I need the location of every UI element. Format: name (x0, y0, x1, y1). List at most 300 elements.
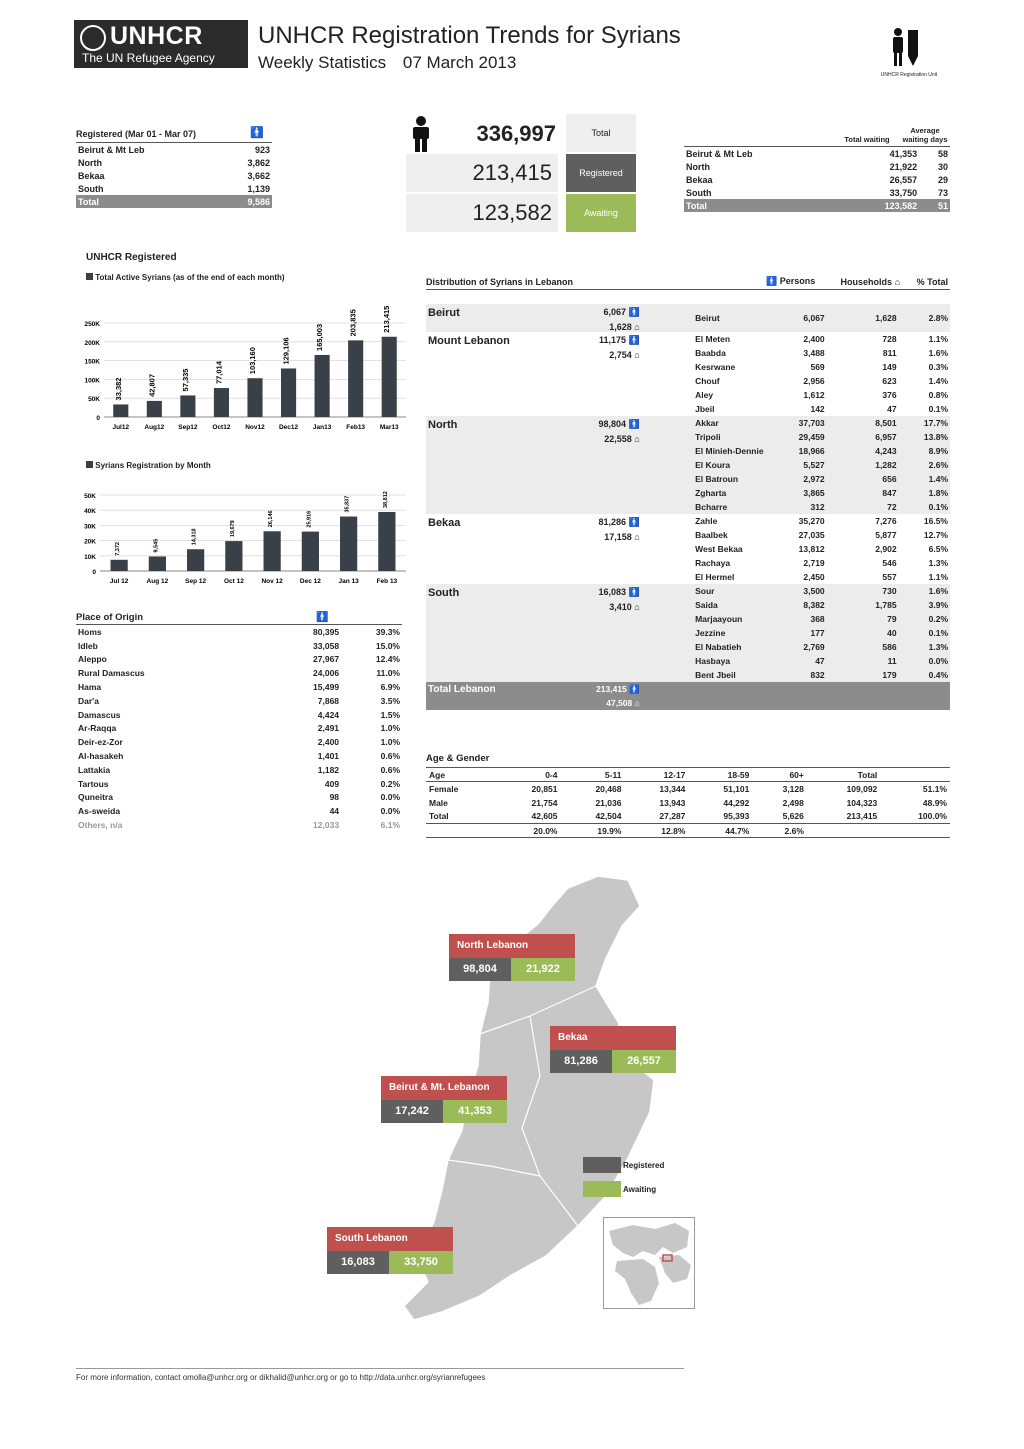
governorate-name: South (428, 587, 460, 599)
page-subtitle (258, 53, 516, 73)
origin-row (76, 625, 402, 639)
age-gender-cell: 13,943 (659, 797, 686, 808)
district-persons: 1,612 (803, 390, 825, 400)
x-tick-label: Feb 13 (376, 578, 398, 585)
x-tick-label: Jan13 (312, 424, 332, 431)
bar (113, 404, 128, 417)
distribution-row (426, 514, 950, 528)
age-gender-panel (426, 753, 950, 838)
origin-row (76, 639, 402, 653)
district-pct: 1.3% (928, 642, 948, 652)
registered-week-row (76, 169, 272, 182)
distribution-total-row (426, 682, 950, 696)
district-name: El Meten (695, 334, 731, 344)
map-label-south (327, 1227, 453, 1274)
y-tick-label: 30K (84, 523, 96, 531)
district-households: 546 (882, 558, 897, 568)
district-name: El Koura (695, 460, 731, 470)
district-name: Zahle (695, 516, 718, 526)
spacer (426, 696, 570, 710)
district-households: 72 (887, 502, 897, 512)
x-tick-label: Nov12 (245, 424, 265, 431)
bar (149, 556, 166, 571)
spacer (642, 682, 950, 696)
origin-value: 27,967 (313, 654, 340, 665)
origin-title: Place of Origin (76, 612, 144, 623)
row-label: South (78, 183, 104, 194)
district-households: 376 (882, 390, 897, 400)
registered-week-title: Registered (Mar 01 - Mar 07) (76, 129, 197, 139)
distribution-row (426, 332, 950, 346)
total-label: Total (684, 199, 839, 212)
page-title: UNHCR Registration Trends for Syrians (258, 22, 681, 49)
origin-label: Others, n/a (78, 820, 123, 831)
waiting-col-days: Average waiting days (902, 126, 948, 144)
district-name: Saida (695, 600, 718, 610)
bar-value-label: 38,812 (382, 491, 389, 509)
district-pct: 1.6% (928, 348, 948, 358)
x-tick-label: Sep12 (178, 424, 198, 431)
district-persons: 5,527 (803, 460, 825, 470)
spacer (642, 332, 693, 416)
age-gender-row (426, 810, 950, 824)
origin-label: Quneitra (78, 792, 113, 803)
col-persons: 🚹 Persons (766, 276, 816, 286)
district-persons: 29,459 (798, 432, 825, 442)
distribution-table (426, 304, 950, 710)
distribution-row (426, 416, 950, 430)
district-persons: 6,067 (803, 313, 825, 323)
registration-unit-label: UNHCR Registration Unit (880, 72, 938, 78)
district-persons: 832 (810, 670, 825, 680)
monthly-registration-chart (76, 475, 410, 593)
kpi-total-value: 336,997 (476, 121, 556, 146)
x-tick-label: Feb13 (346, 424, 366, 431)
bar (302, 532, 319, 571)
origin-label: As-sweida (78, 806, 121, 817)
row-label: North (78, 157, 102, 168)
district-households: 730 (882, 586, 897, 596)
y-tick-label: 50K (88, 396, 100, 404)
waiting-row (684, 186, 950, 199)
district-name: El Nabatieh (695, 642, 742, 652)
origin-row (76, 749, 402, 763)
bar (378, 512, 395, 571)
chart2-legend-text: Syrians Registration by Month (95, 461, 211, 470)
origin-row (76, 653, 402, 667)
district-persons: 13,812 (798, 544, 825, 554)
row-days: 30 (937, 161, 948, 172)
governorate-persons (572, 587, 640, 598)
bar (247, 378, 262, 417)
district-name: Rachaya (695, 558, 731, 568)
age-gender-title: Age & Gender (426, 753, 490, 764)
origin-label: Deir-ez-Zor (78, 737, 123, 748)
house-icon: ⌂ (631, 350, 640, 360)
origin-value: 33,058 (313, 640, 340, 651)
spacer (642, 696, 950, 710)
district-persons: 35,270 (798, 516, 825, 526)
district-name: El Minieh-Dennie (695, 446, 764, 456)
row-label: North (686, 161, 710, 172)
district-name: Baalbek (695, 530, 728, 540)
origin-row (76, 666, 402, 680)
origin-value: 44 (329, 806, 340, 817)
inset-region-map (603, 1217, 695, 1309)
bar-value-label: 203,835 (348, 309, 358, 337)
origin-value: 1,401 (317, 751, 340, 762)
origin-pct: 0.0% (380, 806, 400, 817)
origin-row (76, 777, 402, 791)
y-tick-label: 0 (92, 569, 96, 576)
governorate-totals (570, 416, 642, 514)
age-gender-cell: 20,851 (531, 783, 558, 794)
row-total: 21,922 (889, 161, 918, 172)
district-pct: 1.1% (928, 334, 948, 344)
district-pct: 0.1% (928, 404, 948, 414)
distribution-title: Distribution of Syrians in Lebanon (426, 277, 574, 287)
active-syrians-chart (76, 283, 410, 439)
bar-value-label: 25,916 (306, 510, 313, 528)
registered-week-total-row (76, 195, 272, 208)
district-pct: 2.6% (928, 460, 948, 470)
origin-label: Idleb (78, 640, 98, 651)
age-gender-cell: 13,344 (659, 783, 686, 794)
governorate-persons-value: 11,175 (598, 335, 627, 345)
bar-value-label: 77,014 (214, 361, 224, 385)
chart2-legend-swatch (86, 461, 93, 468)
origin-row (76, 818, 402, 832)
bar-value-label: 33,382 (113, 377, 123, 401)
x-tick-label: Jul12 (112, 424, 130, 431)
map-legend (583, 1157, 664, 1197)
governorate-persons-value: 16,083 (598, 587, 627, 597)
origin-value: 80,395 (313, 626, 340, 637)
age-gender-cell: 20,468 (595, 783, 622, 794)
bar (264, 531, 281, 571)
row-days: 73 (937, 187, 948, 198)
registered-week-table (76, 143, 272, 208)
origin-label: Hama (78, 682, 102, 693)
total-value: 9,586 (218, 195, 272, 208)
governorate-households (572, 350, 640, 360)
bar (187, 549, 204, 571)
governorate-households-value: 22,558 (604, 434, 632, 444)
row-value: 1,139 (247, 183, 270, 194)
row-value: 923 (254, 144, 270, 155)
governorate-persons-value: 81,286 (598, 517, 627, 527)
district-pct: 17.7% (923, 418, 948, 428)
origin-pct: 0.6% (380, 764, 400, 775)
origin-value: 1,182 (317, 764, 340, 775)
origin-row (76, 708, 402, 722)
age-gender-cell: 109,092 (846, 783, 878, 794)
district-name: Akkar (695, 418, 719, 428)
house-icon: ⌂ (631, 434, 640, 444)
row-days: 58 (937, 148, 948, 159)
district-name: Beirut (695, 313, 720, 323)
kpi-total-label: Total (591, 128, 611, 138)
y-tick-label: 50K (84, 493, 96, 500)
bar-value-label: 213,415 (382, 305, 392, 333)
person-icon: 🚹 (626, 307, 640, 317)
age-gender-table (426, 767, 950, 838)
kpi-awaiting-label: Awaiting (566, 194, 636, 232)
governorate-persons-value: 98,804 (598, 419, 627, 429)
person-icon: 🚹 (316, 612, 329, 623)
district-persons: 569 (810, 362, 825, 372)
origin-pct: 11.0% (376, 668, 400, 679)
district-households: 1,785 (875, 600, 897, 610)
district-households: 179 (882, 670, 897, 680)
house-icon: ⌂ (632, 698, 640, 708)
bar (382, 337, 397, 417)
district-persons: 2,972 (803, 474, 825, 484)
x-tick-label: Dec12 (278, 424, 299, 431)
x-tick-label: Aug12 (144, 424, 165, 431)
origin-row (76, 763, 402, 777)
map-beirut-registered: 17,242 (381, 1100, 443, 1123)
governorate-households-value: 1,628 (609, 322, 632, 332)
district-pct: 12.7% (923, 530, 948, 540)
age-gender-row (426, 782, 950, 796)
district-name: Bent Jbeil (695, 670, 736, 680)
governorate-households (572, 532, 640, 542)
unhcr-emblem-icon (80, 25, 106, 51)
origin-value: 24,006 (313, 668, 340, 679)
registered-week-panel (76, 123, 272, 208)
age-gender-header-cell (880, 768, 950, 782)
waiting-row (684, 160, 950, 173)
age-gender-header-cell: 5-11 (604, 769, 622, 780)
origin-row (76, 694, 402, 708)
district-households: 586 (882, 642, 897, 652)
governorate-totals (570, 332, 642, 416)
governorate-persons (572, 307, 640, 318)
age-gender-header-cell: 60+ (789, 769, 804, 780)
district-households: 149 (882, 362, 897, 372)
district-pct: 0.8% (928, 390, 948, 400)
district-households: 623 (882, 376, 897, 386)
district-households: 847 (882, 488, 897, 498)
origin-value: 12,033 (313, 820, 340, 831)
col-pct: % Total (916, 277, 948, 287)
origin-pct: 39.3% (375, 626, 400, 637)
district-households: 5,877 (875, 530, 897, 540)
district-name: Jezzine (695, 628, 726, 638)
district-households: 40 (887, 628, 897, 638)
district-persons: 368 (810, 614, 825, 624)
district-pct: 0.1% (928, 628, 948, 638)
subtitle-text: Weekly Statistics (258, 53, 387, 72)
origin-pct: 0.6% (380, 751, 400, 762)
waiting-row (684, 173, 950, 186)
x-tick-label: Mar13 (379, 424, 399, 431)
bar (225, 541, 242, 571)
age-gender-row (426, 824, 950, 838)
col-persons-label: Persons (779, 276, 816, 286)
x-tick-label: Jan 13 (338, 578, 359, 585)
age-gender-cell: 19.9% (597, 825, 622, 836)
age-gender-cell: 21,036 (595, 797, 622, 808)
registered-week-row (76, 156, 272, 169)
governorate-persons (572, 517, 640, 528)
row-total: 33,750 (889, 187, 918, 198)
bar-value-label: 14,318 (191, 528, 198, 546)
age-gender-cell: 104,323 (846, 797, 878, 808)
origin-label: Lattakia (78, 764, 111, 775)
district-name: Marjaayoun (695, 614, 743, 624)
legend-awaiting-label: Awaiting (623, 1184, 657, 1194)
map-north-name: North Lebanon (449, 934, 575, 958)
person-icon: 🚹 (626, 683, 640, 694)
age-gender-cell: 20.0% (533, 825, 558, 836)
age-gender-cell: 44.7% (725, 825, 750, 836)
row-days: 29 (937, 174, 948, 185)
district-pct: 0.1% (928, 502, 948, 512)
distribution-total-households-cell (570, 696, 642, 710)
age-gender-header-cell: 12-17 (663, 769, 686, 780)
district-persons: 37,703 (798, 418, 825, 428)
row-value: 3,862 (247, 157, 270, 168)
distribution-total-row (426, 696, 950, 710)
origin-pct: 12.4% (375, 654, 400, 665)
bar (147, 401, 162, 417)
y-tick-label: 40K (84, 508, 96, 516)
origin-row (76, 804, 402, 818)
district-name: Aley (695, 390, 714, 400)
bar-value-label: 129,106 (281, 337, 291, 365)
district-name: Sour (695, 586, 715, 596)
district-persons: 3,865 (803, 488, 825, 498)
district-households: 6,957 (875, 432, 897, 442)
age-gender-cell (880, 824, 950, 838)
row-label: Bekaa (78, 170, 105, 181)
governorate-households-value: 17,158 (604, 532, 632, 542)
row-label: Bekaa (686, 174, 713, 185)
waiting-col-total: Total waiting (844, 135, 890, 144)
district-pct: 3.9% (928, 600, 948, 610)
district-pct: 0.0% (928, 656, 948, 666)
house-icon: ⌂ (631, 602, 640, 612)
age-gender-cell: 5,626 (782, 811, 804, 822)
col-households: Households ⌂ (840, 277, 900, 287)
governorate-totals (570, 514, 642, 584)
x-tick-label: Nov 12 (261, 578, 283, 585)
age-gender-cell (426, 824, 497, 838)
district-pct: 1.1% (928, 572, 948, 582)
x-tick-label: Sep 12 (185, 578, 207, 585)
governorate-persons (572, 419, 640, 430)
age-gender-cell: 2.6% (784, 825, 804, 836)
origin-pct: 0.2% (380, 778, 400, 789)
district-persons: 142 (810, 404, 825, 414)
map-bekaa-name: Bekaa (550, 1026, 676, 1050)
total-value: 123,582 (839, 199, 919, 212)
governorate-households (572, 434, 640, 444)
district-pct: 1.8% (928, 488, 948, 498)
footer-text: For more information, contact omolla@unhcr.org or dikhalid@unhcr.org or go to http://data.unhcr.org/syrianrefugees (76, 1373, 486, 1382)
origin-pct: 6.1% (380, 820, 400, 831)
district-persons: 2,719 (803, 558, 825, 568)
governorate-name: Beirut (428, 307, 460, 319)
district-households: 4,243 (875, 446, 897, 456)
district-households: 656 (882, 474, 897, 484)
map-south-name: South Lebanon (327, 1227, 453, 1251)
district-pct: 6.5% (928, 544, 948, 554)
map-south-awaiting: 33,750 (389, 1251, 453, 1274)
person-icon: 🚹 (626, 587, 640, 597)
district-persons: 177 (810, 628, 825, 638)
kpi-registered-label: Registered (566, 154, 636, 192)
origin-row (76, 680, 402, 694)
y-tick-label: 150K (84, 358, 100, 366)
bar (214, 388, 229, 417)
waiting-panel (684, 120, 950, 212)
district-name: Kesrwane (695, 362, 736, 372)
age-gender-header-cell: 0-4 (545, 769, 558, 780)
age-gender-cell: 51.1% (922, 783, 947, 794)
age-gender-cell: 21,754 (531, 797, 558, 808)
bar-value-label: 9,545 (153, 538, 160, 553)
age-gender-cell: 100.0% (918, 811, 947, 822)
district-name: Chouf (695, 376, 720, 386)
origin-pct: 1.5% (380, 709, 400, 720)
house-icon: ⌂ (631, 322, 640, 332)
legend-registered-swatch (583, 1157, 621, 1173)
origin-pct: 0.0% (380, 792, 400, 803)
map-south-registered: 16,083 (327, 1251, 389, 1274)
age-gender-cell: 48.9% (922, 797, 947, 808)
row-label: South (686, 187, 712, 198)
bar-value-label: 42,807 (147, 373, 157, 397)
age-gender-header (426, 768, 950, 782)
district-households: 2,902 (875, 544, 897, 554)
district-households: 1,628 (875, 313, 897, 323)
district-name: El Hermel (695, 572, 735, 582)
row-label: Beirut & Mt Leb (78, 144, 145, 155)
distribution-panel (426, 272, 950, 710)
district-name: Jbeil (695, 404, 715, 414)
age-gender-cell (807, 824, 880, 838)
origin-label: Al-hasakeh (78, 751, 124, 762)
origin-value: 2,491 (317, 723, 340, 734)
map-north-registered: 98,804 (449, 958, 511, 981)
governorate-households-value: 3,410 (609, 602, 632, 612)
district-pct: 1.4% (928, 474, 948, 484)
row-label: Beirut & Mt Leb (686, 148, 753, 159)
bar (315, 355, 330, 417)
y-tick-label: 0 (96, 415, 100, 422)
person-icon: 🚹 (626, 517, 640, 527)
person-icon: 🚹 (250, 127, 264, 139)
district-pct: 2.8% (928, 313, 948, 323)
district-persons: 47 (815, 656, 825, 666)
origin-pct: 15.0% (375, 640, 400, 651)
district-pct: 8.9% (928, 446, 948, 456)
age-gender-cell: Male (429, 797, 448, 808)
registered-week-row (76, 182, 272, 195)
origin-value: 7,868 (317, 695, 340, 706)
waiting-row (684, 147, 950, 160)
district-persons: 3,488 (803, 348, 825, 358)
x-tick-label: Oct 12 (223, 578, 244, 585)
col-households-label: Households (840, 277, 893, 287)
spacer (642, 304, 693, 332)
governorate-persons (572, 335, 640, 346)
bar-value-label: 26,146 (268, 510, 275, 528)
map-label-beirut (381, 1076, 507, 1123)
